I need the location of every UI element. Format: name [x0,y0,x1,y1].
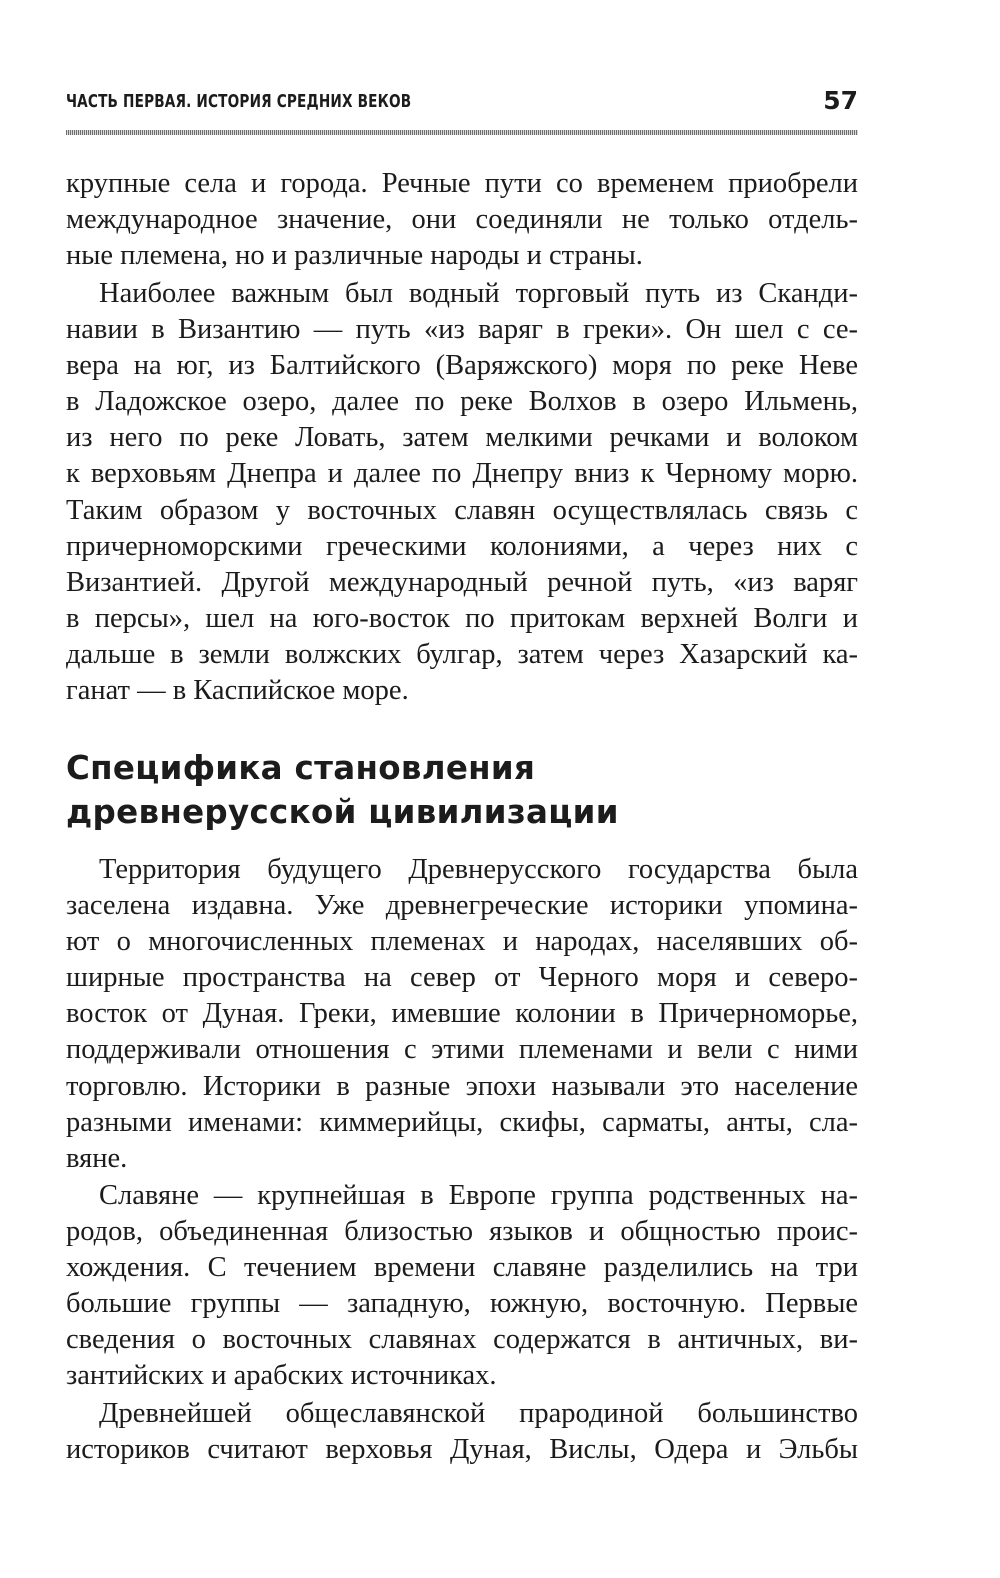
text-line: сведения о восточных славянах содержатся в античных, ви- [66,1324,858,1356]
text-line: ширные пространства на север от Черного моря и северо- [66,962,858,994]
text-line: в персы», шел на юго-восток по притокам верхней Волги и [66,602,858,634]
paragraph-2 [66,276,858,709]
paragraph-3 [66,852,858,1177]
text-line: вера на юг, из Балтийского (Варяжского) моря по реке Неве [66,350,858,382]
text-line: заселена издавна. Уже древнегреческие историки упомина- [66,890,858,922]
text-line: торговлю. Историки в разные эпохи называли это население [66,1070,858,1102]
heading-line: Специфика становления [66,749,536,787]
text-line: в Ладожское озеро, далее по реке Волхов в озеро Ильмень, [66,386,858,418]
text-line: Территория будущего Древнерусского государства была [99,854,858,885]
running-head [66,86,858,122]
text-line: разными именами: киммерийцы, скифы, сарматы, анты, сла- [66,1106,858,1138]
text-line: дальше в земли волжских булгар, затем через Хазарский ка- [66,638,858,670]
text-line: к верховьям Днепра и далее по Днепру вниз к Черному морю. [66,458,858,490]
heading-line: древнерусской цивилизации [66,793,619,831]
paragraph-4 [66,1178,858,1395]
text-line: хождения. С течением времени славяне разделились на три [66,1252,858,1284]
text-line: крупные села и города. Речные пути со временем приобрели [66,168,858,199]
text-line: международное значение, они соединяли не только отдель- [66,204,858,236]
text-line: ют о многочисленных племенах и народах, населявших об- [66,926,858,958]
text-line: родов, объединенная близостью языков и общностью проис- [66,1216,858,1248]
text-line: ганат — в Каспийское море. [66,675,409,707]
text-line: из него по реке Ловать, затем мелкими речками и волоком [66,422,858,454]
text-line: Древнейшей общеславянской прародиной большинство [99,1398,858,1429]
text-line: Наиболее важным был водный торговый путь из Сканди- [99,278,858,309]
text-line: Таким образом у восточных славян осуществлялась связь с [66,494,858,526]
paragraph-5 [66,1396,858,1468]
paragraph-1 [66,166,858,274]
page-number: 57 [823,86,858,115]
text-line: ные племена, но и различные народы и страны. [66,240,643,272]
text-line: поддерживали отношения с этими племенами и вели с ними [66,1034,858,1066]
section-heading [66,746,858,834]
text-line: Византией. Другой международный речной путь, «из варяг [66,566,858,598]
text-line: вяне. [66,1142,128,1174]
text-line: навии в Византию — путь «из варяг в греки». Он шел с се- [66,314,858,346]
text-line: зантийских и арабских источниках. [66,1360,497,1392]
text-line: Славяне — крупнейшая в Европе группа родственных на- [99,1180,858,1211]
running-title: ЧАСТЬ ПЕРВАЯ. ИСТОРИЯ СРЕДНИХ ВЕКОВ [66,92,412,112]
text-line: причерноморскими греческими колониями, а через них с [66,530,858,562]
text-line: историков считают верховья Дуная, Вислы, Одера и Эльбы [66,1434,858,1466]
text-line: восток от Дуная. Греки, имевшие колонии в Причерноморье, [66,998,858,1030]
text-line: большие группы — западную, южную, восточную. Первые [66,1288,858,1320]
header-rule [66,130,858,135]
